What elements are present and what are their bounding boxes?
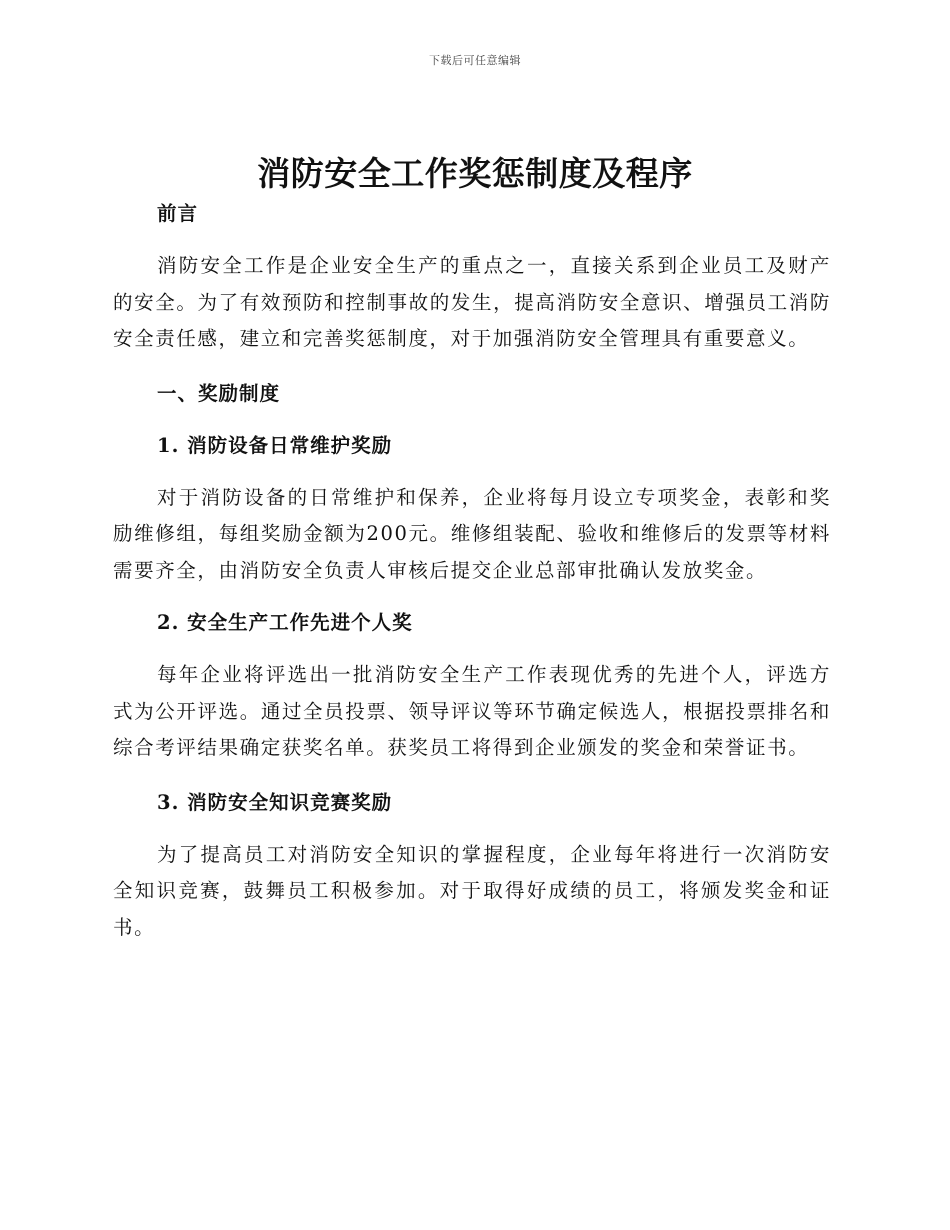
- preface-heading: 前言: [157, 202, 199, 225]
- section-heading-rewards: 一、奖励制度: [157, 381, 281, 405]
- preface-paragraph: 消防安全工作是企业安全生产的重点之一，直接关系到企业员工及财产的安全。为了有效预防和控制事故的发生，提高消防安全意识、增强员工消防安全责任感，建立和完善奖惩制度，对于加强消防安全管理具有重要意义。: [113, 254, 831, 350]
- item1-heading: 1. 消防设备日常维护奖励: [157, 433, 393, 457]
- header-note: 下载后可任意编辑: [429, 54, 521, 67]
- item1-paragraph: 对于消防设备的日常维护和保养，企业将每月设立专项奖金，表彰和奖励维修组，每组奖励金额为200元。维修组装配、验收和维修后的发票等材料需要齐全，由消防安全负责人审核后提交企业总部审批确认发放奖金。: [113, 485, 831, 582]
- item3-heading: 3. 消防安全知识竞赛奖励: [157, 790, 393, 814]
- item2-heading: 2. 安全生产工作先进个人奖: [157, 611, 413, 634]
- document-body: [113, 196, 831, 946]
- item3-paragraph: 为了提高员工对消防安全知识的掌握程度，企业每年将进行一次消防安全知识竞赛，鼓舞员工积极参加。对于取得好成绩的员工，将颁发奖金和证书。: [113, 842, 831, 939]
- document-title: 消防安全工作奖惩制度及程序: [257, 154, 693, 193]
- item2-paragraph: 每年企业将评选出一批消防安全生产工作表现优秀的先进个人，评选方式为公开评选。通过全员投票、领导评议等环节确定候选人，根据投票排名和综合考评结果确定获奖名单。获奖员工将得到企业颁发的奖金和荣誉证书。: [113, 663, 831, 759]
